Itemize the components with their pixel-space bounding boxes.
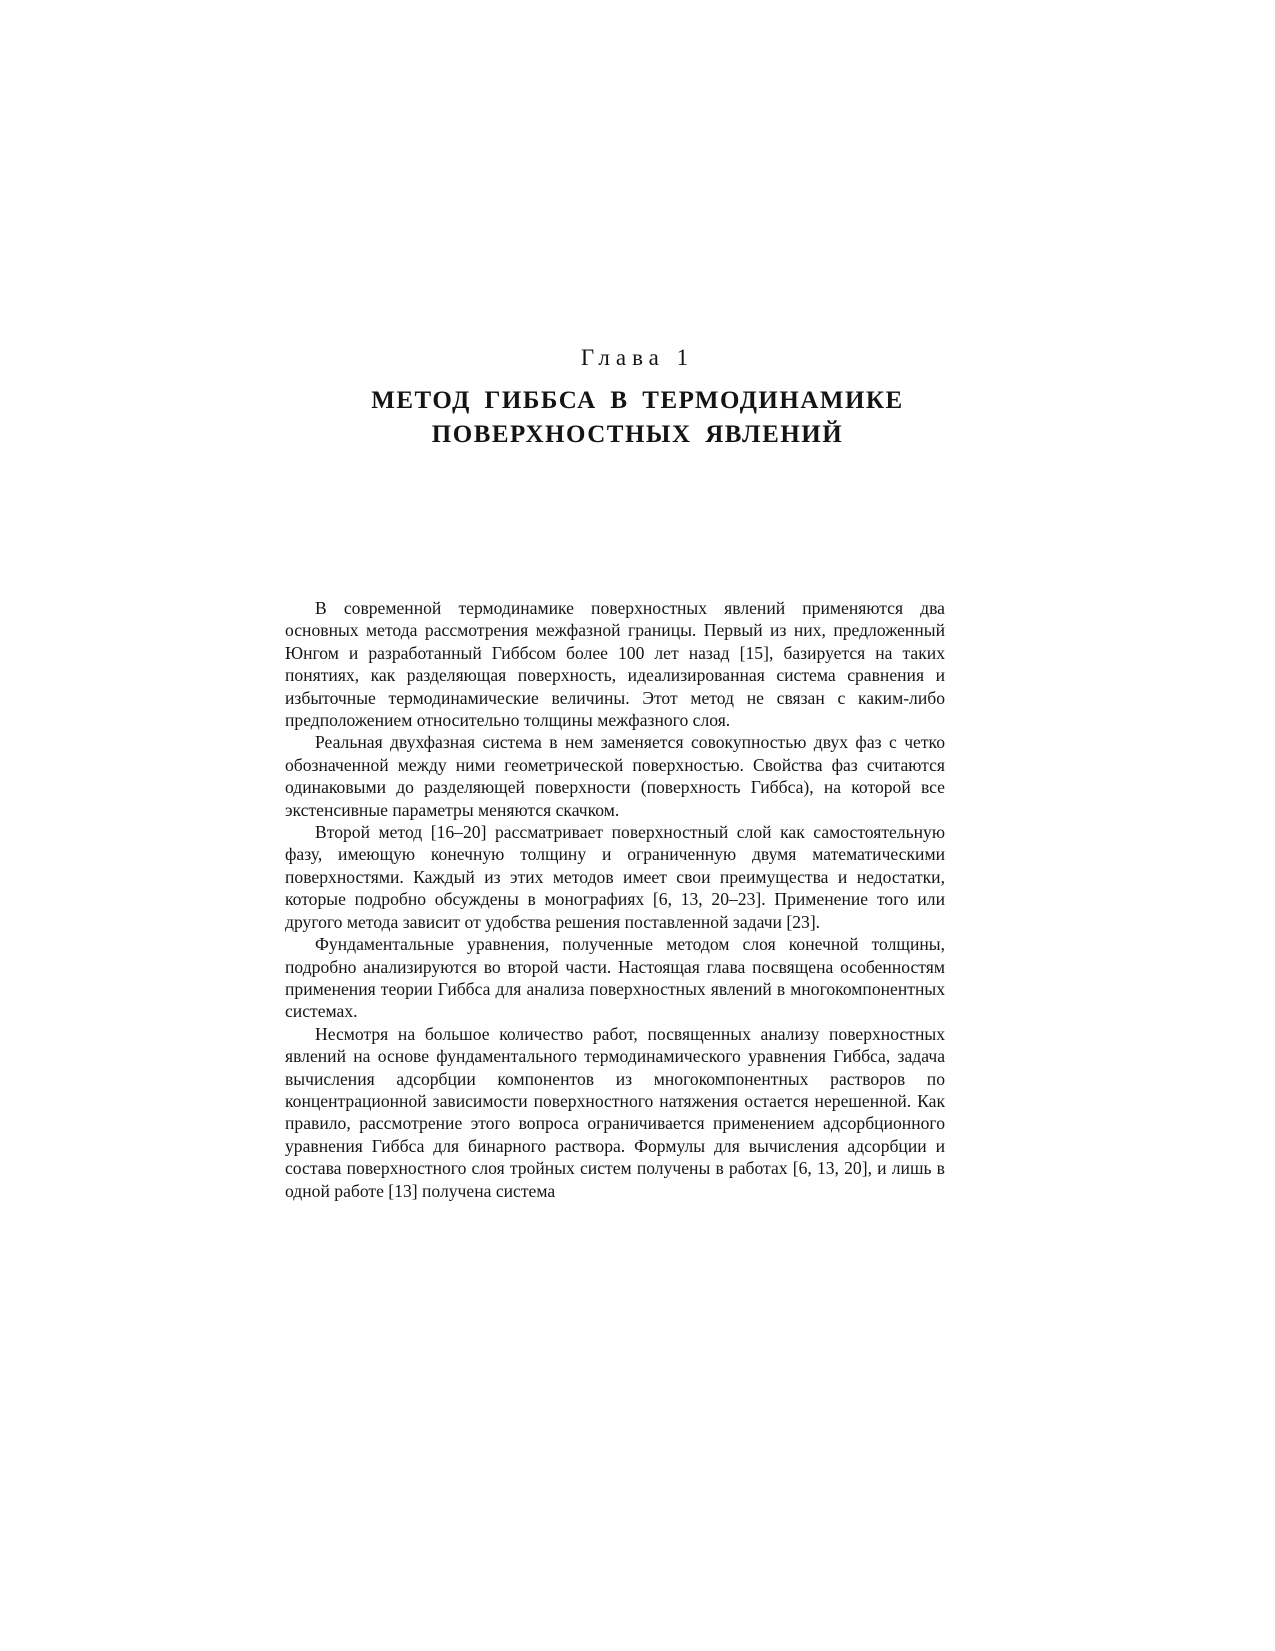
paragraph-5: Несмотря на большое количество работ, посвященных анализу поверхностных явлений на основе фундаментального термодинамического уравнения Гиббса, задача вычисления адсорбции компонентов из многокомпонентных растворов по концентрационной зависимости поверхностного натяжения остается нерешенной. Как правило, рассмотрение этого вопроса ограничивается применением адсорбционного уравнения Гиббса для бинарного раствора. Формулы для вычисления адсорбции и состава поверхностного слоя тройных систем получены в работах [6, 13, 20], и лишь в одной работе [13] получена система <box>285 1023 945 1201</box>
paragraph-2: Реальная двухфазная система в нем заменяется совокупностью двух фаз с четко обозначенной между ними геометрической поверхностью. Свойства фаз считаются одинаковыми до разделяющей поверхности (поверхность Гиббса), на которой все экстенсивные параметры меняются скачком. <box>285 732 945 820</box>
paragraph-1: В современной термодинамике поверхностных явлений применяются два основных метода рассмотрения межфазной границы. Первый из них, предложенный Юнгом и разработанный Гиббсом более 100 лет назад [15], базируется на таких понятиях, как разделяющая поверхность, идеализированная система сравнения и избыточные термодинамические величины. Этот метод не связан с каким-либо предположением относительно толщины межфазного слоя. <box>285 598 945 731</box>
chapter-label: Глава 1 <box>580 345 695 370</box>
paragraph-4: Фундаментальные уравнения, полученные методом слоя конечной толщины, подробно анализируются во второй части. Настоящая глава посвящена особенностям применения теории Гиббса для анализа поверхностных явлений в многокомпонентных системах. <box>285 934 945 1022</box>
chapter-title-line-2: ПОВЕРХНОСТНЫХ ЯВЛЕНИЙ <box>431 421 844 448</box>
paragraph-3: Второй метод [16–20] рассматривает поверхностный слой как самостоятельную фазу, имеющую конечную толщину и ограниченную двумя математическими поверхностями. Каждый из этих методов имеет свои преимущества и недостатки, которые подробно обсуждены в монографиях [6, 13, 20–23]. Применение того или другого метода зависит от удобства решения поставленной задачи [23]. <box>285 822 945 932</box>
chapter-title-line-1: МЕТОД ГИББСА В ТЕРМОДИНАМИКЕ <box>371 387 904 414</box>
body-text <box>285 597 945 1202</box>
chapter-title <box>0 384 1275 452</box>
